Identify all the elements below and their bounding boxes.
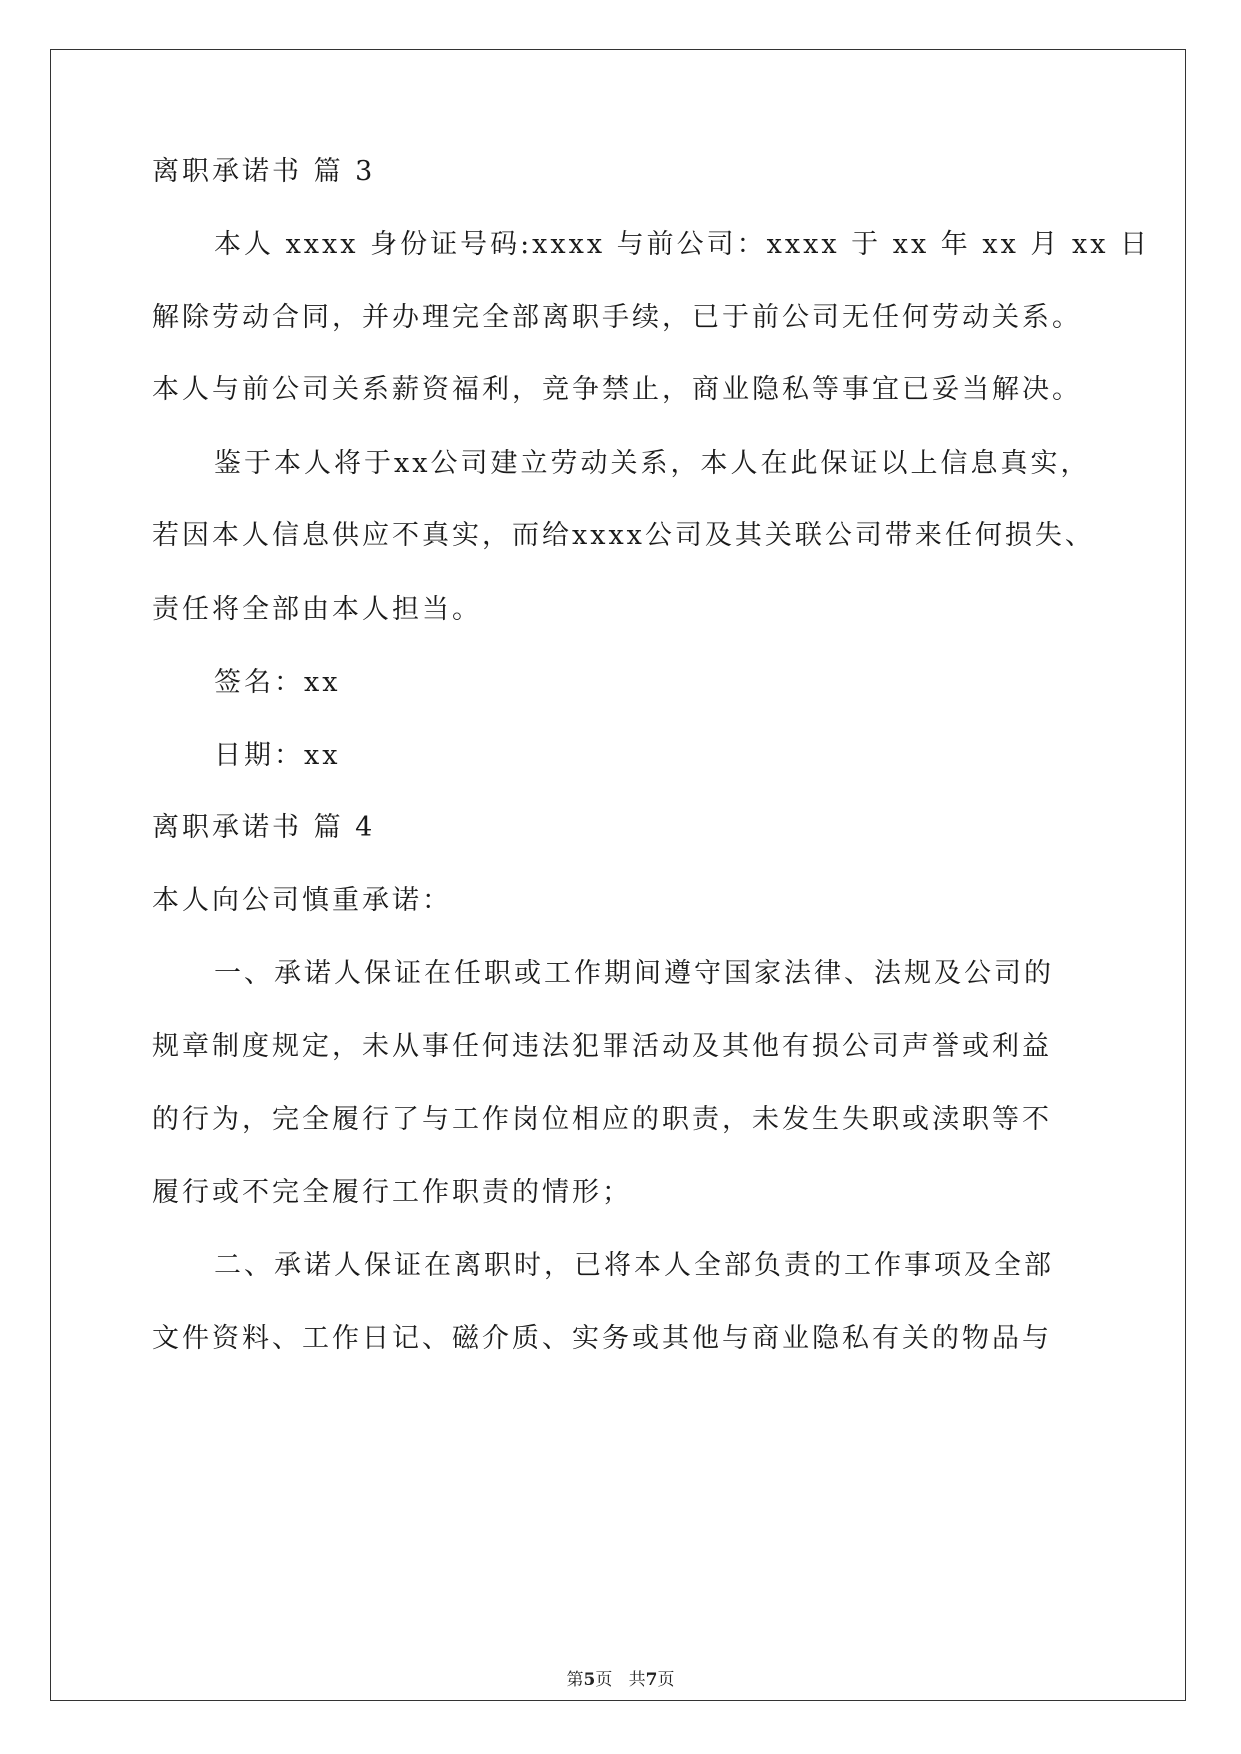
paragraph-line: 鉴于本人将于xx公司建立劳动关系，本人在此保证以上信息真实，: [214, 448, 1091, 479]
section-heading-3: 离职承诺书 篇 3: [152, 156, 376, 187]
signature-line: 签名：xx: [214, 667, 341, 698]
paragraph-line: 的行为，完全履行了与工作岗位相应的职责，未发生失职或渎职等不: [152, 1104, 1052, 1135]
paragraph-line: 本人 xxxx 身份证号码:xxxx 与前公司：xxxx 于 xx 年 xx 月 xx 日: [214, 229, 1151, 260]
total-prefix: 共: [628, 1670, 646, 1690]
page-number: 5: [583, 1670, 596, 1690]
paragraph-line: 本人与前公司关系薪资福利，竞争禁止，商业隐私等事宜已妥当解决。: [152, 374, 1082, 405]
total-pages: 7: [645, 1670, 658, 1690]
page-prefix: 第: [566, 1670, 584, 1690]
section-heading-4: 离职承诺书 篇 4: [152, 812, 376, 843]
page-suffix: 页: [595, 1670, 613, 1690]
paragraph-line: 若因本人信息供应不真实，而给xxxx公司及其关联公司带来任何损失、: [152, 520, 1095, 551]
paragraph-line: 一、承诺人保证在任职或工作期间遵守国家法律、法规及公司的: [214, 958, 1054, 989]
page-border: [50, 49, 1186, 1701]
paragraph-line: 本人向公司慎重承诺：: [152, 885, 452, 916]
paragraph-line: 二、承诺人保证在离职时，已将本人全部负责的工作事项及全部: [214, 1250, 1054, 1281]
date-line: 日期：xx: [214, 740, 341, 771]
paragraph-line: 责任将全部由本人担当。: [152, 594, 482, 625]
page-footer: [0, 1669, 1241, 1691]
paragraph-line: 文件资料、工作日记、磁介质、实务或其他与商业隐私有关的物品与: [152, 1323, 1052, 1354]
paragraph-line: 解除劳动合同，并办理完全部离职手续，已于前公司无任何劳动关系。: [152, 302, 1082, 333]
paragraph-line: 规章制度规定，未从事任何违法犯罪活动及其他有损公司声誉或利益: [152, 1031, 1052, 1062]
paragraph-line: 履行或不完全履行工作职责的情形；: [152, 1177, 632, 1208]
total-suffix: 页: [657, 1670, 675, 1690]
